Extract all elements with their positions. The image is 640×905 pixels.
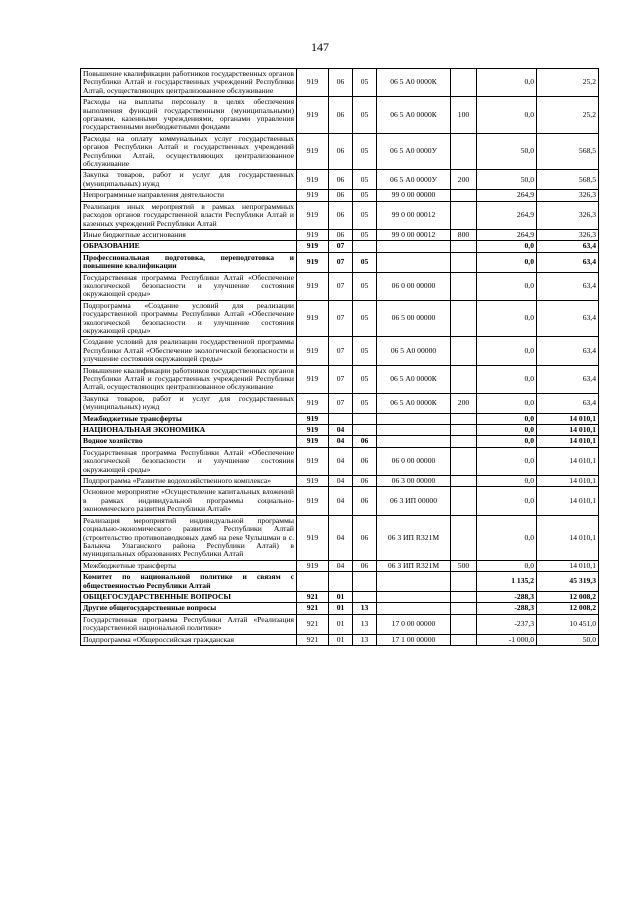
row-subsection-cell bbox=[353, 572, 377, 592]
row-subsection-cell: 05 bbox=[353, 300, 377, 337]
row-expense-type-cell bbox=[451, 603, 477, 614]
row-amount-2-cell: 326,3 bbox=[537, 190, 599, 201]
row-target-article-cell: 06 0 00 00000 bbox=[377, 447, 451, 475]
row-grbs-cell: 919 bbox=[297, 201, 329, 229]
row-expense-type-cell bbox=[451, 413, 477, 424]
table-row bbox=[81, 241, 599, 252]
row-name-cell: Реализация мероприятий индивидуальной программы социально-экономического развития Республики Алтай (строительство противопаводковых дамб на реке Чулышман в с. Балыкча Улаганского района Республики Алтай) в муниципальных образованиях Республики Алтай bbox=[81, 515, 297, 560]
row-target-article-cell: 06 5 00 00000 bbox=[377, 300, 451, 337]
row-name-cell: Другие общегосударственные вопросы bbox=[81, 603, 297, 614]
row-subsection-cell bbox=[353, 413, 377, 424]
row-amount-1-cell: 264,9 bbox=[477, 229, 537, 240]
row-amount-2-cell: 63,4 bbox=[537, 337, 599, 365]
row-amount-1-cell: 0,0 bbox=[477, 476, 537, 487]
row-name-cell: Водное хозяйство bbox=[81, 436, 297, 447]
row-amount-2-cell: 14 010,1 bbox=[537, 447, 599, 475]
row-expense-type-cell bbox=[451, 634, 477, 645]
row-target-article-cell: 06 3 00 00000 bbox=[377, 476, 451, 487]
table-row bbox=[81, 614, 599, 634]
row-grbs-cell: 919 bbox=[297, 97, 329, 134]
row-grbs-cell: 921 bbox=[297, 634, 329, 645]
row-amount-1-cell: 0,0 bbox=[477, 447, 537, 475]
row-target-article-cell bbox=[377, 591, 451, 602]
row-target-article-cell: 99 0 00 00012 bbox=[377, 201, 451, 229]
table-row bbox=[81, 413, 599, 424]
table-row bbox=[81, 591, 599, 602]
row-amount-2-cell: 45 319,3 bbox=[537, 572, 599, 592]
row-section-cell: 04 bbox=[329, 447, 353, 475]
row-name-cell: Государственная программа Республики Алтай «Реализация государственной национальной политики» bbox=[81, 614, 297, 634]
row-expense-type-cell: 500 bbox=[451, 560, 477, 571]
row-name-cell: Межбюджетные трансферты bbox=[81, 413, 297, 424]
row-expense-type-cell bbox=[451, 241, 477, 252]
row-expense-type-cell bbox=[451, 337, 477, 365]
row-section-cell: 07 bbox=[329, 241, 353, 252]
row-subsection-cell: 05 bbox=[353, 201, 377, 229]
row-name-cell: Межбюджетные трансферты bbox=[81, 560, 297, 571]
table-row bbox=[81, 560, 599, 571]
table-row bbox=[81, 436, 599, 447]
table-row bbox=[81, 447, 599, 475]
row-grbs-cell: 919 bbox=[297, 413, 329, 424]
row-name-cell: Закупка товаров, работ и услуг для государственных (муниципальных) нужд bbox=[81, 393, 297, 413]
row-section-cell: 06 bbox=[329, 190, 353, 201]
row-name-cell: НАЦИОНАЛЬНАЯ ЭКОНОМИКА bbox=[81, 425, 297, 436]
row-expense-type-cell bbox=[451, 591, 477, 602]
row-expense-type-cell bbox=[451, 572, 477, 592]
table-row bbox=[81, 365, 599, 393]
row-subsection-cell: 06 bbox=[353, 515, 377, 560]
row-grbs-cell: 921 bbox=[297, 591, 329, 602]
row-grbs-cell: 919 bbox=[297, 560, 329, 571]
row-amount-2-cell: 14 010,1 bbox=[537, 436, 599, 447]
row-target-article-cell: 06 3 ИП R321М bbox=[377, 560, 451, 571]
row-subsection-cell: 05 bbox=[353, 229, 377, 240]
row-subsection-cell: 13 bbox=[353, 603, 377, 614]
row-target-article-cell: 06 5 А0 0000К bbox=[377, 69, 451, 97]
row-target-article-cell: 17 1 00 00000 bbox=[377, 634, 451, 645]
row-section-cell: 06 bbox=[329, 201, 353, 229]
row-amount-2-cell: 14 010,1 bbox=[537, 425, 599, 436]
table-row bbox=[81, 393, 599, 413]
row-expense-type-cell: 800 bbox=[451, 229, 477, 240]
row-amount-1-cell: 0,0 bbox=[477, 272, 537, 300]
row-section-cell: 04 bbox=[329, 436, 353, 447]
row-amount-2-cell: 10 451,0 bbox=[537, 614, 599, 634]
row-amount-2-cell: 50,0 bbox=[537, 634, 599, 645]
row-section-cell: 01 bbox=[329, 591, 353, 602]
row-subsection-cell: 13 bbox=[353, 614, 377, 634]
row-target-article-cell: 06 0 00 00000 bbox=[377, 272, 451, 300]
row-target-article-cell: 06 3 ИП 00000 bbox=[377, 487, 451, 515]
row-section-cell: 01 bbox=[329, 614, 353, 634]
row-subsection-cell: 06 bbox=[353, 560, 377, 571]
row-grbs-cell: 919 bbox=[297, 190, 329, 201]
row-subsection-cell: 06 bbox=[353, 436, 377, 447]
row-amount-1-cell: 264,9 bbox=[477, 190, 537, 201]
row-subsection-cell: 13 bbox=[353, 634, 377, 645]
row-expense-type-cell bbox=[451, 190, 477, 201]
row-amount-2-cell: 326,3 bbox=[537, 229, 599, 240]
table-row bbox=[81, 476, 599, 487]
row-amount-2-cell: 25,2 bbox=[537, 69, 599, 97]
row-amount-2-cell: 14 010,1 bbox=[537, 487, 599, 515]
table-row bbox=[81, 425, 599, 436]
row-amount-2-cell: 25,2 bbox=[537, 97, 599, 134]
row-name-cell: Государственная программа Республики Алтай «Обеспечение экологической безопасности и улучшение состояния окружающей среды» bbox=[81, 447, 297, 475]
row-amount-1-cell: 0,0 bbox=[477, 425, 537, 436]
row-amount-1-cell: -288,3 bbox=[477, 591, 537, 602]
row-section-cell: 04 bbox=[329, 560, 353, 571]
table-row bbox=[81, 603, 599, 614]
row-target-article-cell bbox=[377, 436, 451, 447]
table-row bbox=[81, 190, 599, 201]
row-grbs-cell: 919 bbox=[297, 447, 329, 475]
row-subsection-cell: 05 bbox=[353, 97, 377, 134]
row-grbs-cell: 919 bbox=[297, 515, 329, 560]
row-amount-1-cell: 0,0 bbox=[477, 241, 537, 252]
row-amount-2-cell: 14 010,1 bbox=[537, 515, 599, 560]
row-name-cell: Подпрограмма «Развитие водохозяйственного комплекса» bbox=[81, 476, 297, 487]
row-amount-2-cell: 14 010,1 bbox=[537, 560, 599, 571]
row-grbs-cell: 921 bbox=[297, 614, 329, 634]
table-row bbox=[81, 272, 599, 300]
row-section-cell: 04 bbox=[329, 487, 353, 515]
row-subsection-cell: 06 bbox=[353, 447, 377, 475]
row-section-cell bbox=[329, 413, 353, 424]
row-target-article-cell bbox=[377, 252, 451, 272]
row-target-article-cell: 17 0 00 00000 bbox=[377, 614, 451, 634]
table-row bbox=[81, 300, 599, 337]
row-section-cell bbox=[329, 572, 353, 592]
row-grbs-cell: 919 bbox=[297, 487, 329, 515]
row-grbs-cell: 919 bbox=[297, 69, 329, 97]
row-name-cell: Профессиональная подготовка, переподготовка и повышение квалификации bbox=[81, 252, 297, 272]
row-name-cell: Повышение квалификации работников государственных органов Республики Алтай и государственных учреждений Республики Алтай, осуществляющих централизованное обслуживание bbox=[81, 69, 297, 97]
row-name-cell: Закупка товаров, работ и услуг для государственных (муниципальных) нужд bbox=[81, 170, 297, 190]
row-expense-type-cell bbox=[451, 447, 477, 475]
table-row bbox=[81, 487, 599, 515]
row-amount-1-cell: 1 135,2 bbox=[477, 572, 537, 592]
row-amount-1-cell: -288,3 bbox=[477, 603, 537, 614]
row-target-article-cell bbox=[377, 603, 451, 614]
row-section-cell: 07 bbox=[329, 252, 353, 272]
table-row bbox=[81, 337, 599, 365]
row-amount-1-cell: 0,0 bbox=[477, 252, 537, 272]
row-name-cell: Подпрограмма «Общероссийская гражданская bbox=[81, 634, 297, 645]
row-target-article-cell: 06 5 А0 0000У bbox=[377, 133, 451, 170]
row-subsection-cell: 05 bbox=[353, 272, 377, 300]
row-subsection-cell bbox=[353, 425, 377, 436]
table-row bbox=[81, 229, 599, 240]
table-row bbox=[81, 201, 599, 229]
row-target-article-cell bbox=[377, 572, 451, 592]
row-amount-2-cell: 12 008,2 bbox=[537, 591, 599, 602]
row-amount-1-cell: 0,0 bbox=[477, 436, 537, 447]
row-section-cell: 01 bbox=[329, 634, 353, 645]
row-grbs-cell: 919 bbox=[297, 365, 329, 393]
row-target-article-cell: 06 5 А0 0000К bbox=[377, 393, 451, 413]
table-row bbox=[81, 170, 599, 190]
table-row bbox=[81, 97, 599, 134]
row-expense-type-cell bbox=[451, 425, 477, 436]
row-subsection-cell bbox=[353, 241, 377, 252]
row-name-cell: Расходы на выплаты персоналу в целях обеспечения выполнения функций государственными (муниципальными) органами, казенными учреждениями, органами управления государственными внебюджетными фондами bbox=[81, 97, 297, 134]
row-grbs-cell: 919 bbox=[297, 133, 329, 170]
row-amount-1-cell: 0,0 bbox=[477, 560, 537, 571]
row-amount-2-cell: 12 008,2 bbox=[537, 603, 599, 614]
table-row bbox=[81, 69, 599, 97]
row-grbs-cell: 919 bbox=[297, 170, 329, 190]
row-grbs-cell: 919 bbox=[297, 436, 329, 447]
row-expense-type-cell bbox=[451, 133, 477, 170]
row-expense-type-cell bbox=[451, 515, 477, 560]
row-grbs-cell: 919 bbox=[297, 300, 329, 337]
row-amount-2-cell: 63,4 bbox=[537, 272, 599, 300]
table-row bbox=[81, 572, 599, 592]
row-subsection-cell: 05 bbox=[353, 337, 377, 365]
row-amount-1-cell: 50,0 bbox=[477, 170, 537, 190]
budget-table bbox=[80, 68, 599, 646]
row-name-cell: Повышение квалификации работников государственных органов Республики Алтай и государственных учреждений Республики Алтай, осуществляющих централизованное обслуживание bbox=[81, 365, 297, 393]
row-amount-2-cell: 14 010,1 bbox=[537, 413, 599, 424]
row-amount-2-cell: 63,4 bbox=[537, 252, 599, 272]
row-target-article-cell: 06 5 А0 0000К bbox=[377, 365, 451, 393]
row-expense-type-cell bbox=[451, 614, 477, 634]
row-grbs-cell: 919 bbox=[297, 241, 329, 252]
row-expense-type-cell: 200 bbox=[451, 170, 477, 190]
row-grbs-cell: 919 bbox=[297, 337, 329, 365]
row-name-cell: Подпрограмма «Создание условий для реализации государственной программы Республики Алтай «Обеспечение экологической безопасности и улучшение состояния окружающей среды» bbox=[81, 300, 297, 337]
row-subsection-cell: 05 bbox=[353, 365, 377, 393]
row-section-cell: 04 bbox=[329, 425, 353, 436]
page-number: 147 bbox=[311, 40, 329, 54]
table-row bbox=[81, 634, 599, 645]
row-section-cell: 04 bbox=[329, 476, 353, 487]
table-row bbox=[81, 133, 599, 170]
row-target-article-cell bbox=[377, 425, 451, 436]
row-expense-type-cell: 100 bbox=[451, 97, 477, 134]
row-expense-type-cell: 200 bbox=[451, 393, 477, 413]
row-section-cell: 06 bbox=[329, 133, 353, 170]
row-name-cell: Основное мероприятие «Осуществление капитальных вложений в рамках индивидуальной программы социально-экономического развития Республики Алтай» bbox=[81, 487, 297, 515]
row-name-cell: Иные бюджетные ассигнования bbox=[81, 229, 297, 240]
row-subsection-cell: 05 bbox=[353, 190, 377, 201]
row-subsection-cell bbox=[353, 591, 377, 602]
row-grbs-cell: 919 bbox=[297, 476, 329, 487]
table-row bbox=[81, 252, 599, 272]
row-target-article-cell: 06 5 А0 00000 bbox=[377, 337, 451, 365]
row-amount-1-cell: 0,0 bbox=[477, 300, 537, 337]
row-expense-type-cell bbox=[451, 252, 477, 272]
table-row bbox=[81, 515, 599, 560]
row-section-cell: 07 bbox=[329, 337, 353, 365]
row-name-cell: Государственная программа Республики Алтай «Обеспечение экологической безопасности и улучшение состояния окружающей среды» bbox=[81, 272, 297, 300]
row-target-article-cell: 06 3 ИП R321М bbox=[377, 515, 451, 560]
row-amount-1-cell: 0,0 bbox=[477, 515, 537, 560]
row-amount-1-cell: 0,0 bbox=[477, 97, 537, 134]
row-amount-2-cell: 568,5 bbox=[537, 170, 599, 190]
row-amount-1-cell: 0,0 bbox=[477, 69, 537, 97]
row-name-cell: ОБЩЕГОСУДАРСТВЕННЫЕ ВОПРОСЫ bbox=[81, 591, 297, 602]
row-amount-2-cell: 63,4 bbox=[537, 393, 599, 413]
row-name-cell: Расходы на оплату коммунальных услуг государственных органов Республики Алтай и государственных учреждений Республики Алтай, осуществляющих централизованное обслуживание bbox=[81, 133, 297, 170]
row-amount-2-cell: 14 010,1 bbox=[537, 476, 599, 487]
row-subsection-cell: 06 bbox=[353, 476, 377, 487]
row-expense-type-cell bbox=[451, 365, 477, 393]
row-name-cell: Создание условий для реализации государственной программы Республики Алтай «Обеспечение экологической безопасности и улучшение состояния окружающей среды» bbox=[81, 337, 297, 365]
row-grbs-cell: 921 bbox=[297, 603, 329, 614]
row-expense-type-cell bbox=[451, 300, 477, 337]
row-amount-1-cell: 264,9 bbox=[477, 201, 537, 229]
row-target-article-cell bbox=[377, 241, 451, 252]
row-name-cell: Комитет по национальной политике и связям с общественностью Республики Алтай bbox=[81, 572, 297, 592]
row-section-cell: 06 bbox=[329, 170, 353, 190]
row-section-cell: 06 bbox=[329, 97, 353, 134]
row-amount-2-cell: 63,4 bbox=[537, 365, 599, 393]
row-amount-1-cell: 0,0 bbox=[477, 487, 537, 515]
row-grbs-cell: 919 bbox=[297, 229, 329, 240]
row-section-cell: 07 bbox=[329, 393, 353, 413]
row-amount-1-cell: -1 000,0 bbox=[477, 634, 537, 645]
row-amount-2-cell: 63,4 bbox=[537, 241, 599, 252]
row-subsection-cell: 05 bbox=[353, 252, 377, 272]
row-expense-type-cell bbox=[451, 487, 477, 515]
row-section-cell: 07 bbox=[329, 300, 353, 337]
row-section-cell: 07 bbox=[329, 365, 353, 393]
row-grbs-cell: 919 bbox=[297, 252, 329, 272]
row-amount-2-cell: 326,3 bbox=[537, 201, 599, 229]
row-target-article-cell: 99 0 00 00012 bbox=[377, 229, 451, 240]
row-section-cell: 06 bbox=[329, 229, 353, 240]
row-grbs-cell: 919 bbox=[297, 272, 329, 300]
row-amount-1-cell: -237,3 bbox=[477, 614, 537, 634]
row-subsection-cell: 05 bbox=[353, 69, 377, 97]
row-target-article-cell bbox=[377, 413, 451, 424]
row-section-cell: 01 bbox=[329, 603, 353, 614]
row-expense-type-cell bbox=[451, 436, 477, 447]
row-expense-type-cell bbox=[451, 476, 477, 487]
row-section-cell: 07 bbox=[329, 272, 353, 300]
row-amount-1-cell: 50,0 bbox=[477, 133, 537, 170]
row-subsection-cell: 05 bbox=[353, 133, 377, 170]
row-expense-type-cell bbox=[451, 201, 477, 229]
row-target-article-cell: 06 5 А0 0000У bbox=[377, 170, 451, 190]
row-amount-1-cell: 0,0 bbox=[477, 393, 537, 413]
row-section-cell: 06 bbox=[329, 69, 353, 97]
row-amount-2-cell: 568,5 bbox=[537, 133, 599, 170]
row-expense-type-cell bbox=[451, 69, 477, 97]
table-body bbox=[81, 69, 599, 646]
row-grbs-cell: 919 bbox=[297, 393, 329, 413]
row-name-cell: Непрограммные направления деятельности bbox=[81, 190, 297, 201]
row-amount-2-cell: 63,4 bbox=[537, 300, 599, 337]
row-subsection-cell: 05 bbox=[353, 170, 377, 190]
row-grbs-cell: 919 bbox=[297, 425, 329, 436]
row-target-article-cell: 06 5 А0 0000К bbox=[377, 97, 451, 134]
row-amount-1-cell: 0,0 bbox=[477, 413, 537, 424]
row-grbs-cell bbox=[297, 572, 329, 592]
row-subsection-cell: 06 bbox=[353, 487, 377, 515]
row-section-cell: 04 bbox=[329, 515, 353, 560]
row-subsection-cell: 05 bbox=[353, 393, 377, 413]
row-amount-1-cell: 0,0 bbox=[477, 337, 537, 365]
row-target-article-cell: 99 0 00 00000 bbox=[377, 190, 451, 201]
row-name-cell: ОБРАЗОВАНИЕ bbox=[81, 241, 297, 252]
row-name-cell: Реализация иных мероприятий в рамках непрограммных расходов органов государственной власти Республики Алтай и казенных учреждений Республики Алтай bbox=[81, 201, 297, 229]
row-expense-type-cell bbox=[451, 272, 477, 300]
row-amount-1-cell: 0,0 bbox=[477, 365, 537, 393]
